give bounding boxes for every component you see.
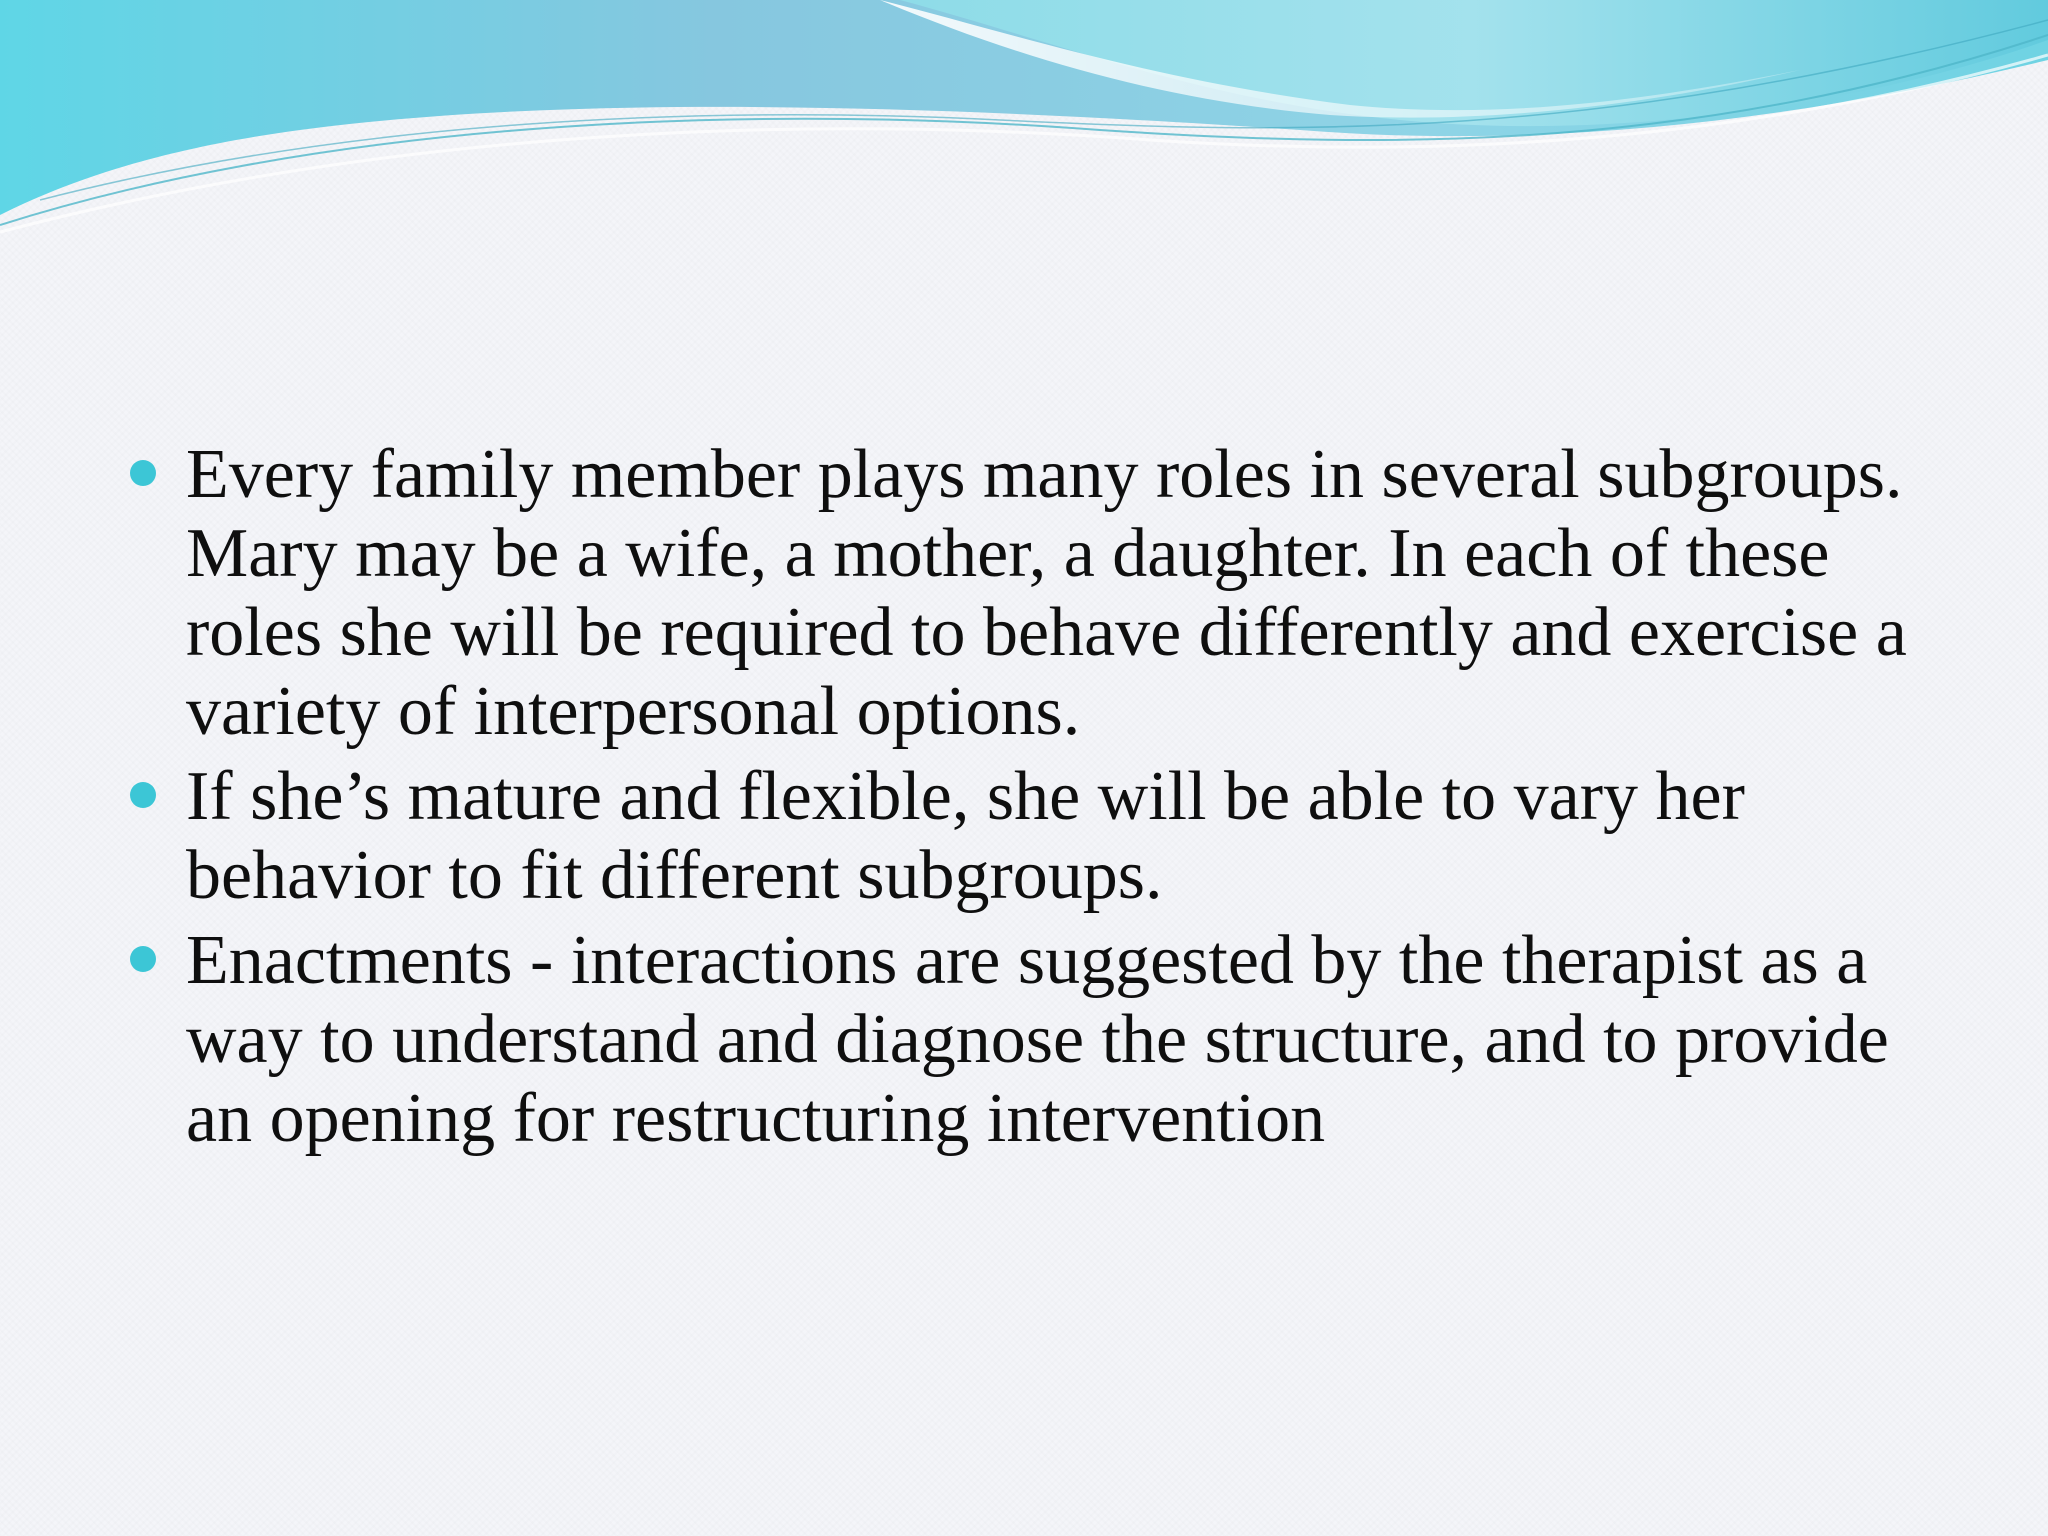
bullet-list [130,435,1930,1164]
bullet-item-2 [130,757,1930,915]
circle-bullet-icon [130,946,156,972]
bullet-text: Every family member plays many roles in several subgroups. Mary may be a wife, a mother, a daughter. In each of these roles she will be required to behave differently and exercise a variety of interpersonal options. [186,436,1907,750]
bullet-text: If she’s mature and flexible, she will be able to vary her behavior to fit different subgroups. [186,758,1745,914]
decorative-wave-header [0,0,2048,240]
circle-bullet-icon [130,460,156,486]
bullet-text: Enactments - interactions are suggested by the therapist as a way to understand and diagnose the structure, and to provide an opening for restructuring intervention [186,922,1889,1157]
bullet-item-1 [130,435,1930,751]
circle-bullet-icon [130,782,156,808]
bullet-item-3 [130,921,1930,1158]
